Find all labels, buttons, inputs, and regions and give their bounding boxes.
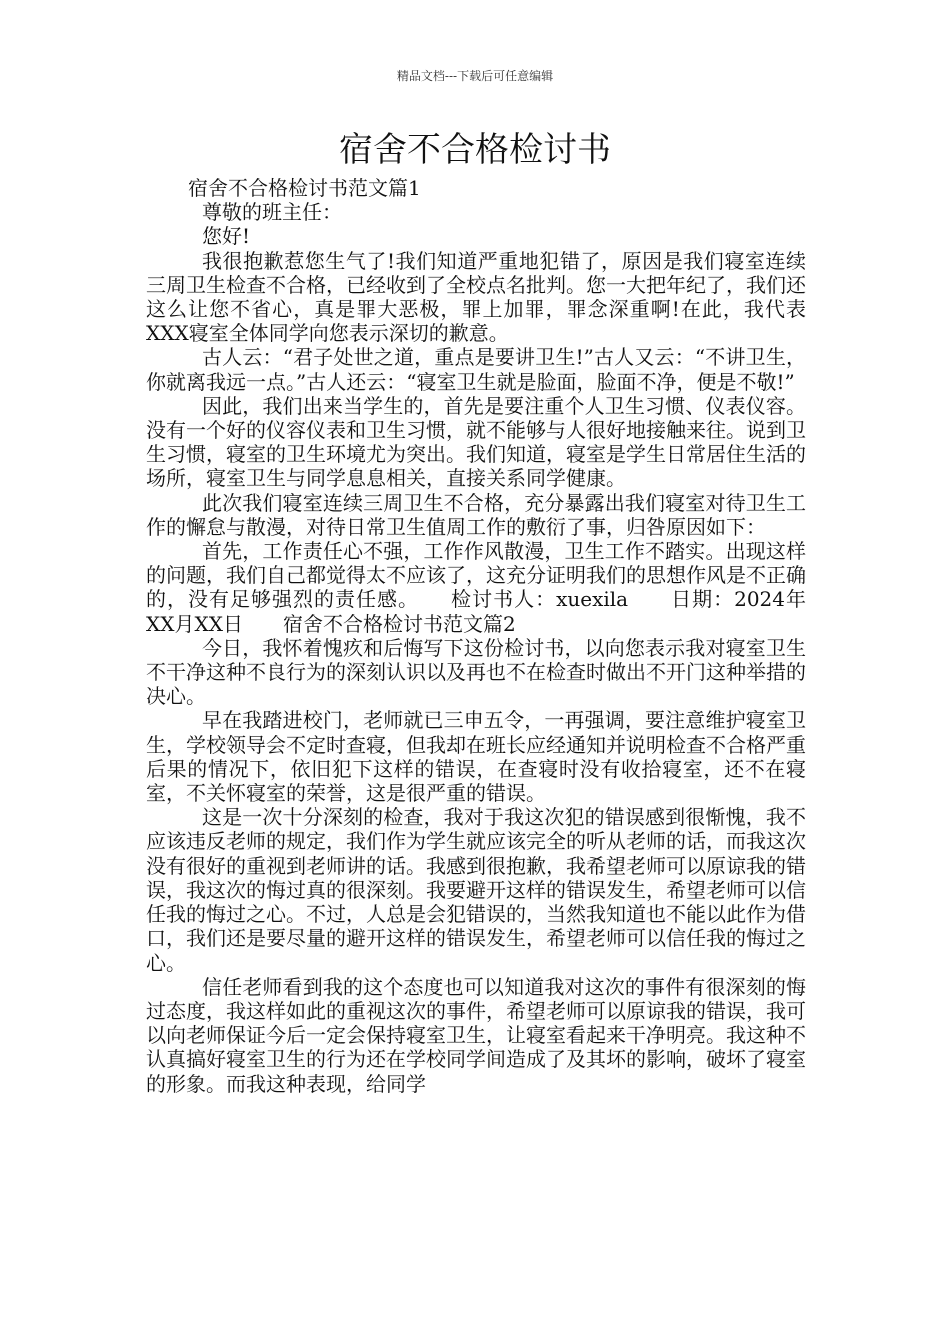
body-paragraph: 首先，工作责任心不强，工作作风散漫，卫生工作不踏实。出现这样的问题，我们自己都觉得太不应该了，这充分证明我们的思想作风是不正确的，没有足够强烈的责任感。 检讨书人：xuexila 日期：2024年XX月XX日 宿舍不合格检讨书范文篇2: [146, 539, 806, 636]
body-paragraph: 我很抱歉惹您生气了!我们知道严重地犯错了，原因是我们寝室连续三周卫生检查不合格，已经收到了全校点名批判。您一大把年纪了，我们还这么让您不省心，真是罪大恶极，罪上加罪，罪念深重啊!在此，我代表XXX寝室全体同学向您表示深切的歉意。: [146, 248, 806, 346]
header-note: 精品文档---下载后可任意编辑: [396, 69, 554, 83]
body-paragraph: 早在我踏进校门，老师就已三申五令，一再强调，要注意维护寝室卫生，学校领导会不定时查寝，但我却在班长应经通知并说明检查不合格严重后果的情况下，依旧犯下这样的错误，在查寝时没有收拾寝室，还不在寝室，不关怀寝室的荣誉，这是很严重的错误。: [146, 708, 806, 806]
body-paragraph: 古人云：“君子处世之道，重点是要讲卫生!”古人又云：“不讲卫生，你就离我远一点。”古人还云：“寝室卫生就是脸面，脸面不净，便是不敬!”: [146, 345, 806, 394]
body-paragraph: 这是一次十分深刻的检查，我对于我这次犯的错误感到很惭愧，我不应该违反老师的规定，我们作为学生就应该完全的听从老师的话，而我这次没有很好的重视到老师讲的话。我感到很抱歉，我希望老师可以原谅我的错误，我这次的悔过真的很深刻。我要避开这样的错误发生，希望老师可以信任我的悔过之心。不过，人总是会犯错误的，当然我知道也不能以此作为借口，我们还是要尽量的避开这样的错误发生，希望老师可以信任我的悔过之心。: [146, 805, 806, 975]
body-paragraph: 今日，我怀着愧疚和后悔写下这份检讨书，以向您表示我对寝室卫生不干净这种不良行为的深刻认识以及再也不在检查时做出不开门这种举措的决心。: [146, 635, 806, 709]
greeting: 您好!: [202, 224, 251, 249]
body-paragraph: 信任老师看到我的这个态度也可以知道我对这次的事件有很深刻的悔过态度，我这样如此的重视这次的事件，希望老师可以原谅我的错误，我可以向老师保证今后一定会保持寝室卫生，让寝室看起来干净明亮。我这种不认真搞好寝室卫生的行为还在学校同学间造成了及其坏的影响，破坏了寝室的形象。而我这种表现，给同学: [146, 974, 806, 1096]
document-title: 宿舍不合格检讨书: [339, 130, 611, 170]
document-body: [146, 176, 806, 1096]
salutation: 尊敬的班主任：: [202, 200, 342, 225]
body-paragraph: 因此，我们出来当学生的，首先是要注重个人卫生习惯、仪表仪容。没有一个好的仪容仪表和卫生习惯，就不能够与人很好地接触来往。说到卫生习惯，寝室的卫生环境尤为突出。我们知道，寝室是学生日常居住生活的场所，寝室卫生与同学息息相关，直接关系同学健康。: [146, 393, 806, 491]
body-paragraph: 此次我们寝室连续三周卫生不合格，充分暴露出我们寝室对待卫生工作的懈怠与散漫，对待日常卫生值周工作的敷衍了事，归咎原因如下：: [146, 490, 806, 539]
section-heading: 宿舍不合格检讨书范文篇1: [188, 176, 421, 200]
